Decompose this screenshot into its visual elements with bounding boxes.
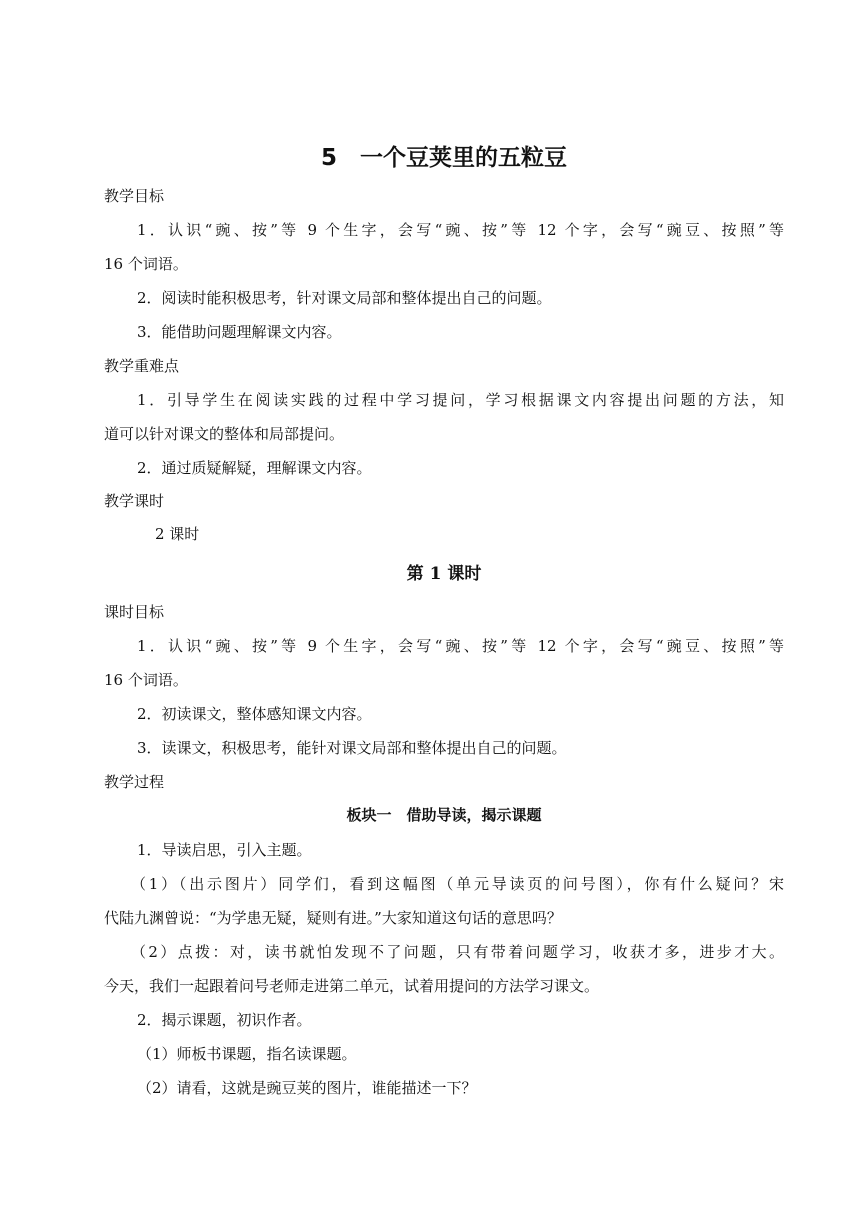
process-line-2: （1）（出示图片）同学们，看到这幅图（单元导读页的问号图），你有什么疑问？宋: [131, 875, 784, 893]
key-point-line-1: 1．引导学生在阅读实践的过程中学习提问，学习根据课文内容提出问题的方法，知: [137, 391, 784, 409]
lesson-goal-line-4: 3．读课文，积极思考，能针对课文局部和整体提出自己的问题。: [137, 739, 567, 757]
lesson-1-title: 第 1 课时: [406, 564, 482, 584]
goal-line-2: 16 个词语。: [104, 255, 188, 273]
document-title: 5 一个豆荚里的五粒豆: [320, 145, 567, 171]
process-line-1: 1．导读启思，引入主题。: [137, 841, 312, 859]
goal-line-1: 1．认识“豌、按”等 9 个生字，会写“豌、按”等 12 个字，会写“豌豆、按照”等: [137, 221, 784, 239]
key-point-line-3: 2．通过质疑解疑，理解课文内容。: [137, 459, 372, 477]
process-line-8: （2）请看，这就是豌豆荚的图片，谁能描述一下？: [137, 1079, 477, 1097]
teaching-hours-value: 2 课时: [155, 525, 200, 543]
heading-teaching-goals: 教学目标: [104, 187, 165, 205]
process-line-5: 今天，我们一起跟着问号老师走进第二单元，试着用提问的方法学习课文。: [104, 977, 600, 995]
lesson-goal-line-2: 16 个词语。: [104, 671, 188, 689]
process-line-4: （2）点拨：对，读书就怕发现不了问题，只有带着问题学习，收获才多，进步才大。: [131, 943, 784, 961]
goal-line-4: 3．能借助问题理解课文内容。: [137, 323, 342, 341]
lesson-goal-line-3: 2．初读课文，整体感知课文内容。: [137, 705, 372, 723]
heading-teaching-hours: 教学课时: [104, 492, 165, 510]
process-line-6: 2．揭示课题，初识作者。: [137, 1011, 312, 1029]
process-line-3: 代陆九渊曾说：“为学患无疑，疑则有进。”大家知道这句话的意思吗？: [104, 909, 562, 927]
heading-teaching-process: 教学过程: [104, 773, 165, 791]
key-point-line-2: 道可以针对课文的整体和局部提问。: [104, 425, 345, 443]
heading-key-points: 教学重难点: [104, 357, 180, 375]
lesson-goal-line-1: 1．认识“豌、按”等 9 个生字，会写“豌、按”等 12 个字，会写“豌豆、按照”等: [137, 637, 784, 655]
section-1-title: 板块一 借助导读，揭示课题: [346, 806, 542, 824]
process-line-7: （1）师板书课题，指名读课题。: [137, 1045, 357, 1063]
goal-line-3: 2．阅读时能积极思考，针对课文局部和整体提出自己的问题。: [137, 289, 552, 307]
heading-lesson-goals: 课时目标: [104, 603, 165, 621]
